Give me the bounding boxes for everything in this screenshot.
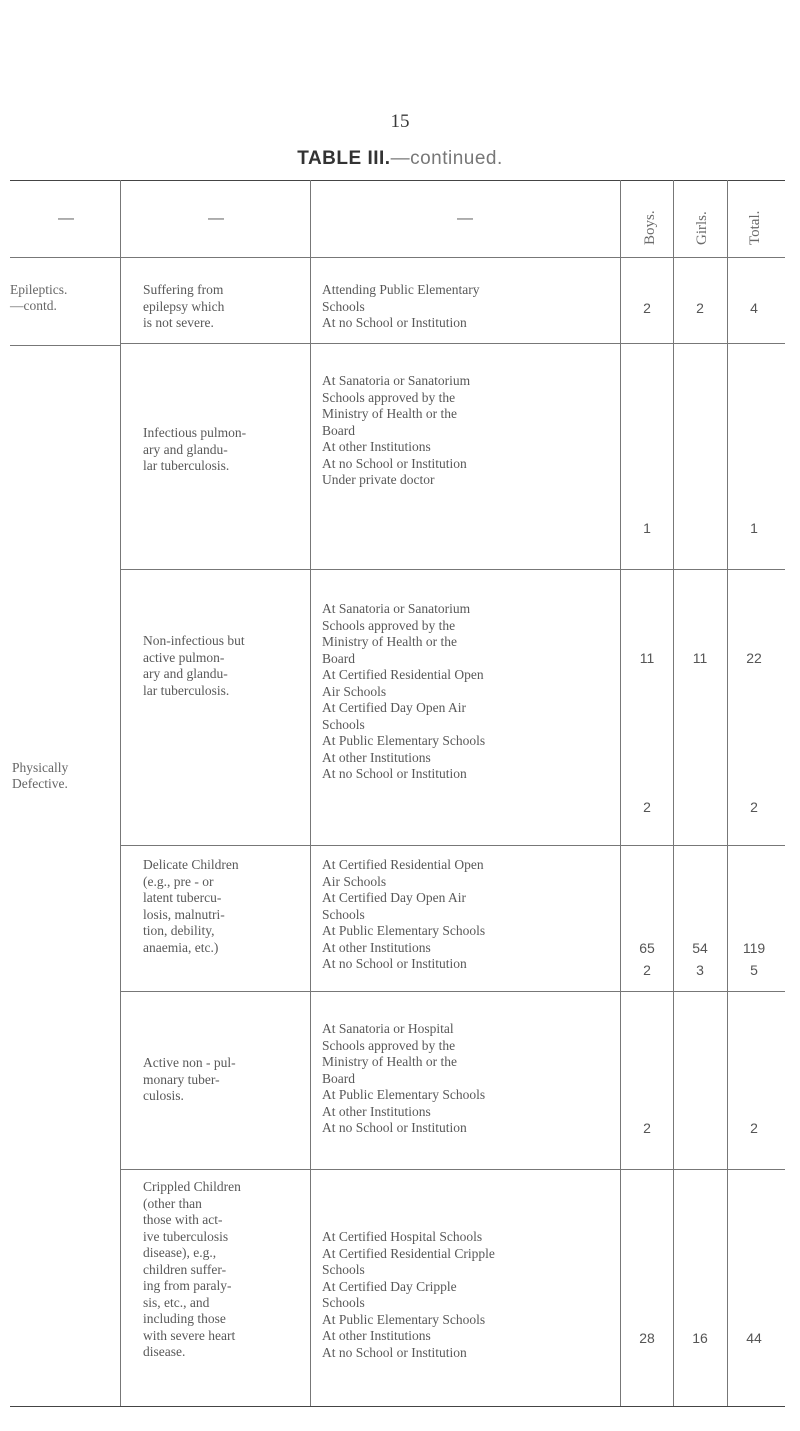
row-6-institutions: At Certified Hospital Schools At Certified Residential Cripple Schools At Certified Day Cripple Schools At Public Elementary Schools At other Institutions At no School or Institution	[322, 1229, 495, 1360]
category-epileptics: Epileptics. —contd.	[10, 282, 68, 313]
row-1-condition: Suffering from epilepsy which is not severe.	[143, 282, 225, 330]
row-3-total-1: 22	[746, 650, 762, 666]
col-divider-4	[673, 180, 674, 1406]
row-rule-5	[120, 1169, 785, 1170]
category-physically-defective: Physically Defective.	[12, 760, 69, 791]
row-2-condition: Infectious pulmon- ary and glandu- lar tuberculosis.	[143, 425, 247, 473]
row-5-condition: Active non - pul- monary tuber- culosis.	[143, 1055, 236, 1103]
header-boys: Boys.	[642, 210, 658, 245]
col-divider-2	[310, 180, 311, 1406]
row-4-boys-1: 65	[639, 940, 655, 956]
col-divider-5	[727, 180, 728, 1406]
top-rule	[10, 180, 785, 181]
row-rule-1	[120, 343, 785, 344]
row-1-girls: 2	[696, 300, 704, 316]
row-1-boys: 2	[643, 300, 651, 316]
row-rule-2	[120, 569, 785, 570]
table-title-main: TABLE III.	[297, 148, 391, 169]
row-1-total: 4	[750, 300, 758, 316]
row-3-institutions: At Sanatoria or Sanatorium Schools approved by the Ministry of Health or the Board At Certified Residential Open Air Schools At Certified Day Open Air Schools At Public Elementary Schools At other Institutions At no School or Institution	[322, 601, 486, 781]
header-col3: —	[457, 210, 473, 227]
row-4-institutions: At Certified Residential Open Air Schools At Certified Day Open Air Schools At Public Elementary Schools At other Institutions At no School or Institution	[322, 857, 486, 971]
row-4-girls-1: 54	[692, 940, 708, 956]
row-4-girls-2: 3	[696, 962, 704, 978]
page-number: 15	[390, 111, 410, 132]
bottom-rule	[10, 1406, 785, 1407]
row-5-total: 2	[750, 1120, 758, 1136]
table-title	[0, 148, 800, 170]
header-total: Total.	[747, 210, 763, 245]
row-3-boys-2: 2	[643, 799, 651, 815]
header-col1: —	[58, 210, 74, 227]
row-3-total-2: 2	[750, 799, 758, 815]
header-rule	[10, 257, 785, 258]
row-4-condition: Delicate Children (e.g., pre - or latent tubercu- losis, malnutri- tion, debility, anaemia, etc.)	[143, 857, 239, 955]
row-2-boys: 1	[643, 520, 651, 536]
row-6-total: 44	[746, 1330, 762, 1346]
row-4-total-1: 119	[742, 940, 766, 956]
col-divider-3	[620, 180, 621, 1406]
category-rule	[10, 345, 120, 346]
col-divider-1	[120, 180, 121, 1406]
row-2-total: 1	[750, 520, 758, 536]
table-title-suffix: —continued.	[390, 148, 503, 169]
header-girls: Girls.	[694, 211, 710, 245]
row-4-total-2: 5	[750, 962, 758, 978]
row-3-condition: Non-infectious but active pulmon- ary and glandu- lar tuberculosis.	[143, 633, 245, 698]
header-col2: —	[208, 210, 224, 227]
row-2-institutions: At Sanatoria or Sanatorium Schools approved by the Ministry of Health or the Board At other Institutions At no School or Institution Under private doctor	[322, 373, 471, 487]
row-rule-3	[120, 845, 785, 846]
row-rule-4	[120, 991, 785, 992]
row-3-girls-1: 11	[692, 650, 708, 666]
row-3-boys-1: 11	[639, 650, 655, 666]
row-5-institutions: At Sanatoria or Hospital Schools approved by the Ministry of Health or the Board At Public Elementary Schools At other Institutions At no School or Institution	[322, 1021, 486, 1135]
row-1-institutions: Attending Public Elementary Schools At no School or Institution	[322, 282, 480, 330]
row-6-condition: Crippled Children (other than those with act- ive tuberculosis disease), e.g., children suffer- ing from paraly- sis, etc., and including those with severe heart disease.	[143, 1179, 241, 1359]
row-6-boys: 28	[639, 1330, 655, 1346]
row-5-boys: 2	[643, 1120, 651, 1136]
row-4-boys-2: 2	[643, 962, 651, 978]
row-6-girls: 16	[692, 1330, 708, 1346]
